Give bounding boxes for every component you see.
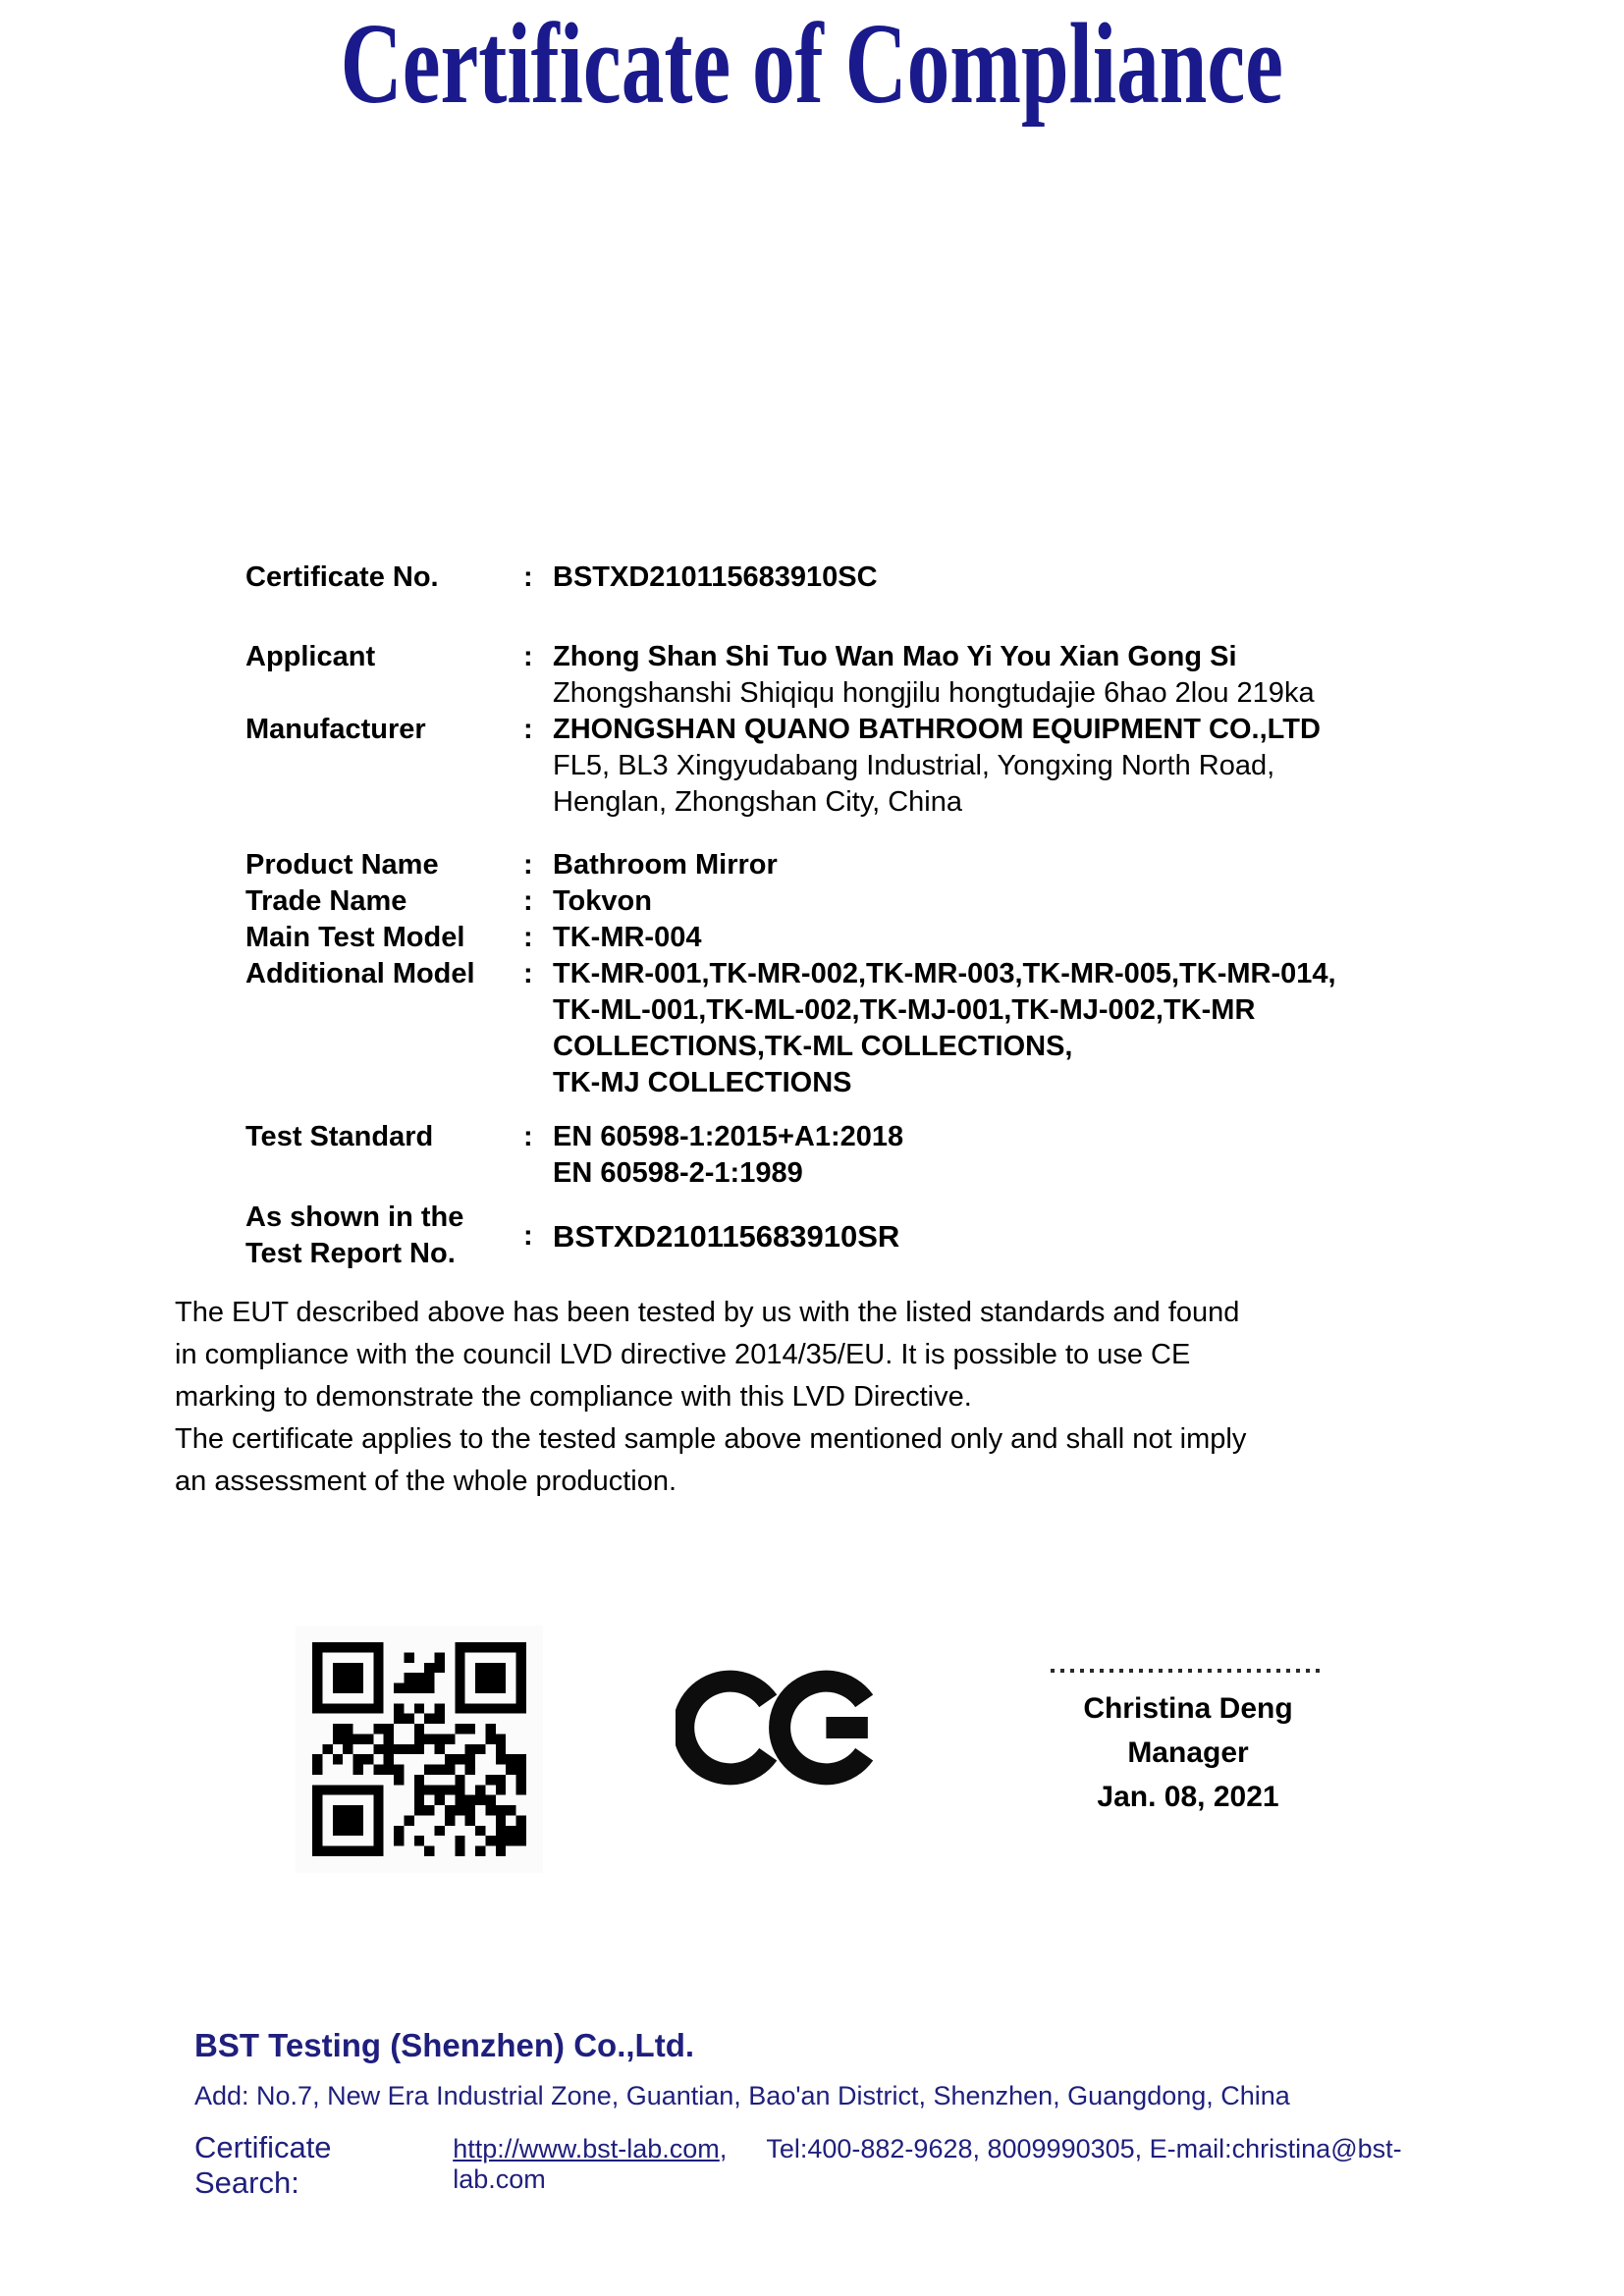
colon-separator: :: [523, 561, 533, 593]
statement-line: in compliance with the council LVD directive 2014/35/EU. It is possible to use CE: [175, 1339, 1191, 1370]
test-report-value: BSTXD210115683910SR: [553, 1218, 900, 1254]
manufacturer-label: Manufacturer: [245, 714, 426, 745]
test-report-label-line1: As shown in the: [245, 1201, 464, 1233]
additional-model-line4: TK-MJ COLLECTIONS: [553, 1067, 852, 1098]
statement-line: marking to demonstrate the compliance with this LVD Directive.: [175, 1381, 972, 1413]
compliance-statement: [175, 1292, 1420, 1503]
field-row-manufacturer: [245, 712, 1483, 821]
field-row-test-report-no: [245, 1200, 1483, 1272]
colon-separator: :: [523, 849, 533, 881]
certificate-search-line: [194, 2130, 1471, 2201]
field-row-trade-name: [245, 883, 1483, 920]
applicant-label: Applicant: [245, 641, 376, 672]
signature-dotted-line: [1051, 1669, 1326, 1673]
manufacturer-address-line1: FL5, BL3 Xingyudabang Industrial, Yongxing North Road,: [553, 750, 1275, 781]
test-report-label-line2: Test Report No.: [245, 1238, 456, 1269]
statement-line: an assessment of the whole production.: [175, 1466, 677, 1497]
contact-info: Tel:400-882-9628, 8009990305, E-mail:christina@bst-lab.com: [453, 2134, 1402, 2194]
certificate-title-wrap: [0, 0, 1624, 128]
field-row-additional-model: [245, 956, 1483, 1101]
signatory-name: Christina Deng: [1083, 1692, 1293, 1725]
test-standard-line1: EN 60598-1:2015+A1:2018: [553, 1121, 904, 1152]
colon-separator: :: [523, 922, 533, 953]
colon-separator: :: [523, 1219, 533, 1252]
manufacturer-name: ZHONGSHAN QUANO BATHROOM EQUIPMENT CO.,LTD: [553, 714, 1321, 745]
certificate-title: Certificate of Compliance: [340, 0, 1284, 128]
comma: ,: [719, 2134, 728, 2163]
statement-line: The certificate applies to the tested sample above mentioned only and shall not imply: [175, 1423, 1247, 1455]
product-name-label: Product Name: [245, 849, 439, 881]
field-row-applicant: [245, 639, 1483, 712]
additional-model-line3: COLLECTIONS,TK-ML COLLECTIONS,: [553, 1031, 1073, 1062]
info-table: [245, 560, 1483, 1272]
colon-separator: :: [523, 885, 533, 917]
qr-code: [296, 1626, 543, 1873]
signature-block: [1026, 1659, 1350, 1819]
trade-name-value: Tokvon: [553, 885, 652, 917]
certificate-no-label: Certificate No.: [245, 561, 439, 593]
colon-separator: :: [523, 714, 533, 745]
field-row-main-test-model: [245, 920, 1483, 956]
applicant-name: Zhong Shan Shi Tuo Wan Mao Yi You Xian Gong Si: [553, 641, 1237, 672]
company-address: Add: No.7, New Era Industrial Zone, Guantian, Bao'an District, Shenzhen, Guangdong, China: [194, 2081, 1290, 2110]
manufacturer-address-line2: Henglan, Zhongshan City, China: [553, 786, 962, 818]
company-name: BST Testing (Shenzhen) Co.,Ltd.: [194, 2027, 695, 2063]
product-name-value: Bathroom Mirror: [553, 849, 778, 881]
trade-name-label: Trade Name: [245, 885, 407, 917]
field-row-product-name: [245, 847, 1483, 883]
additional-model-line1: TK-MR-001,TK-MR-002,TK-MR-003,TK-MR-005,TK-MR-014,: [553, 958, 1336, 989]
certificate-search-link[interactable]: http://www.bst-lab.com: [453, 2134, 720, 2163]
test-standard-label: Test Standard: [245, 1121, 434, 1152]
field-row-certificate-no: [245, 560, 1483, 596]
colon-separator: :: [523, 1121, 533, 1152]
issue-date: Jan. 08, 2021: [1097, 1781, 1279, 1813]
certificate-no-value: BSTXD210115683910SC: [553, 561, 878, 593]
ce-mark-icon: [676, 1655, 876, 1800]
additional-model-line2: TK-ML-001,TK-ML-002,TK-MJ-001,TK-MJ-002,TK-MR: [553, 994, 1256, 1026]
colon-separator: :: [523, 958, 533, 989]
additional-model-label: Additional Model: [245, 958, 475, 989]
colon-separator: :: [523, 641, 533, 672]
signatory-role: Manager: [1127, 1736, 1249, 1769]
applicant-address: Zhongshanshi Shiqiqu hongjilu hongtudajie 6hao 2lou 219ka: [553, 677, 1315, 709]
statement-line: The EUT described above has been tested by us with the listed standards and found: [175, 1297, 1240, 1328]
certificate-search-label: Certificate Search:: [194, 2130, 332, 2200]
test-standard-line2: EN 60598-2-1:1989: [553, 1157, 803, 1189]
footer: [194, 2026, 1471, 2201]
main-test-model-label: Main Test Model: [245, 922, 465, 953]
field-row-test-standard: [245, 1119, 1483, 1192]
main-test-model-value: TK-MR-004: [553, 922, 702, 953]
